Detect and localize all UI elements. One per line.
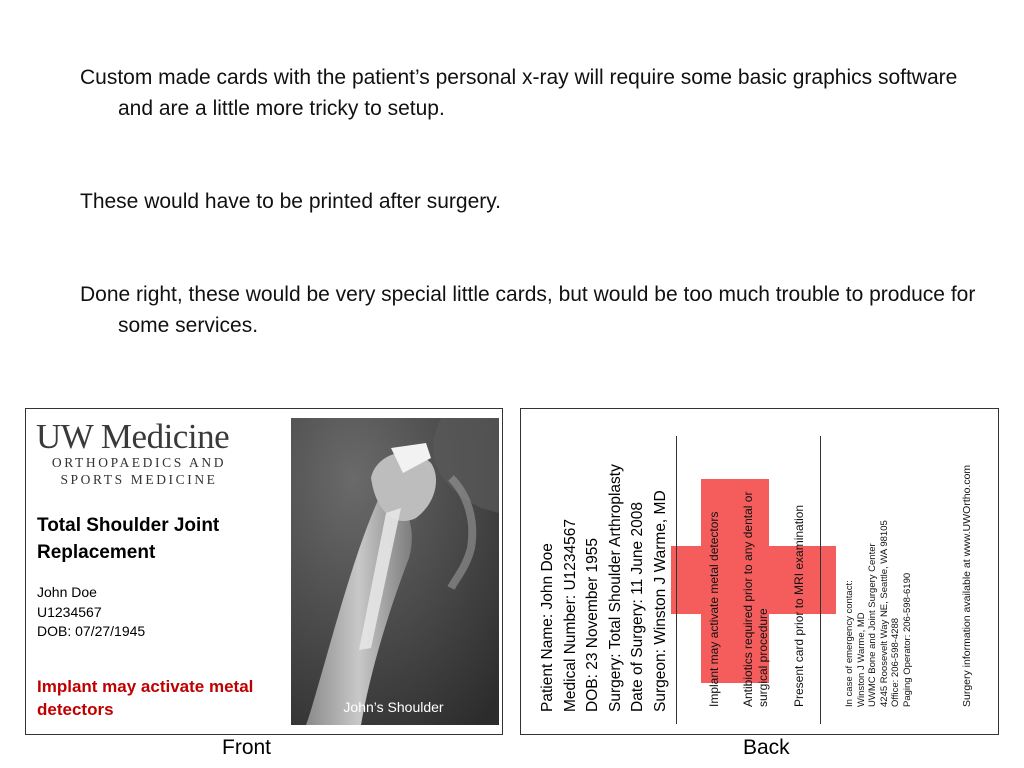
- back-label: Back: [743, 736, 790, 759]
- notice-mri: Present card prior to MRI examination: [792, 504, 806, 707]
- notice-antibiotics-line-1: Antibiotics required prior to any dental or: [741, 491, 755, 707]
- patient-name: John Doe: [37, 584, 97, 600]
- notice-antibiotics-line-2: surgical procedure: [756, 608, 770, 707]
- contact-line-3: UWMC Bone and Joint Surgery Center: [867, 543, 878, 707]
- patient-line-dob: DOB: 23 November 1955: [584, 537, 601, 712]
- metal-detector-warning: Implant may activate metal detectors: [37, 677, 254, 719]
- patient-info: [37, 583, 145, 642]
- notice-metal-detectors: Implant may activate metal detectors: [707, 511, 721, 707]
- bullet-2: These would have to be printed after surgery.: [80, 190, 502, 213]
- logo-subtitle-line-2: SPORTS MEDICINE: [60, 472, 218, 487]
- logo-subtitle: [36, 454, 242, 488]
- card-back: [520, 408, 999, 735]
- logo-subtitle-line-1: ORTHOPAEDICS AND: [51, 455, 227, 470]
- contact-line-2: Winston J Warme, MD: [855, 612, 867, 707]
- patient-details: [537, 412, 672, 712]
- uw-medicine-logo: UW Medicine: [36, 417, 230, 456]
- xray-caption: John’s Shoulder: [343, 699, 444, 715]
- card-front: [25, 408, 503, 735]
- divider-line-2: [820, 436, 821, 724]
- contact-line-4: 4245 Roosevelt Way NE, Seattle, WA 98105: [878, 520, 890, 707]
- shoulder-xray-image: [291, 418, 499, 725]
- patient-line-date: Date of Surgery: 11 June 2008: [629, 502, 646, 712]
- patient-line-mrn: Medical Number: U1234567: [561, 519, 579, 712]
- patient-dob: DOB: 07/27/1945: [37, 623, 146, 639]
- website-info: Surgery information available at www.UWOrtho.com: [961, 464, 973, 707]
- slide-bullets: [80, 62, 980, 403]
- patient-line-surgeon: Surgeon: Winston J Warme, MD: [651, 490, 669, 712]
- patient-line-name: Patient Name: John Doe: [539, 543, 556, 712]
- patient-mrn: U1234567: [37, 603, 102, 620]
- notice-antibiotics: [741, 492, 771, 707]
- emergency-contact: [844, 520, 913, 707]
- bullet-1: Custom made cards with the patient’s personal x-ray will require some basic graphics software and are a little more tricky to setup.: [80, 66, 958, 120]
- front-label: Front: [222, 736, 272, 759]
- contact-line-6: Paging Operator: 206-598-6190: [901, 572, 913, 707]
- contact-line-5: Office: 206-598-4288: [890, 617, 901, 707]
- bullet-3: Done right, these would be very special little cards, but would be too much trouble to produce for some services.: [80, 283, 976, 337]
- xray-illustration: [291, 418, 499, 725]
- procedure-title: Total Shoulder Joint Replacement: [37, 515, 220, 563]
- divider-line-1: [676, 436, 677, 724]
- patient-line-surgery: Surgery: Total Shoulder Arthroplasty: [606, 464, 624, 712]
- contact-line-1: In case of emergency contact:: [844, 580, 855, 707]
